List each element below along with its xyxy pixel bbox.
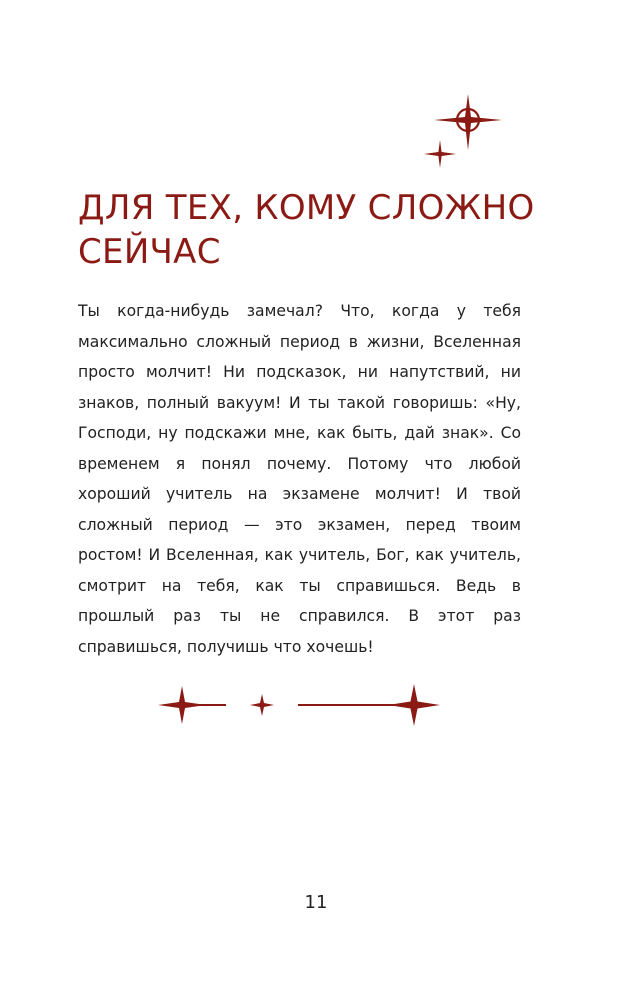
page-number: 11 [304, 892, 328, 913]
crosshair-sparkle-icon [416, 92, 506, 172]
small-sparkle-shape [424, 140, 456, 168]
divider-center-sparkle [250, 694, 274, 716]
sparkle-divider-icon [150, 682, 450, 728]
divider-left-line [194, 704, 226, 706]
chapter-title: ДЛЯ ТЕХ, КОМУ СЛОЖНО СЕЙЧАС [78, 188, 535, 272]
divider-right-sparkle [388, 684, 440, 726]
large-sparkle-shape [434, 94, 502, 150]
body-paragraph: Ты когда-нибудь замечал? Что, когда у тебя максимально сложный период в жизни, Вселенная просто молчит! Ни подсказок, ни напутствий, ни знаков, полный вакуум! И ты такой говоришь: «Ну, Господи, ну подскажи мне, как быть, дай знак». Со временем я понял почему. Потому что любой хороший учитель на экзамене молчит! И твой сложный период — это экзамен, перед твоим ростом! И Вселенная, как учитель, Бог, как учитель, смотрит на тебя, как ты справишься. Ведь в прошлый раз ты не справился. В этот раз справишься, получишь что хочешь! [78, 302, 521, 656]
